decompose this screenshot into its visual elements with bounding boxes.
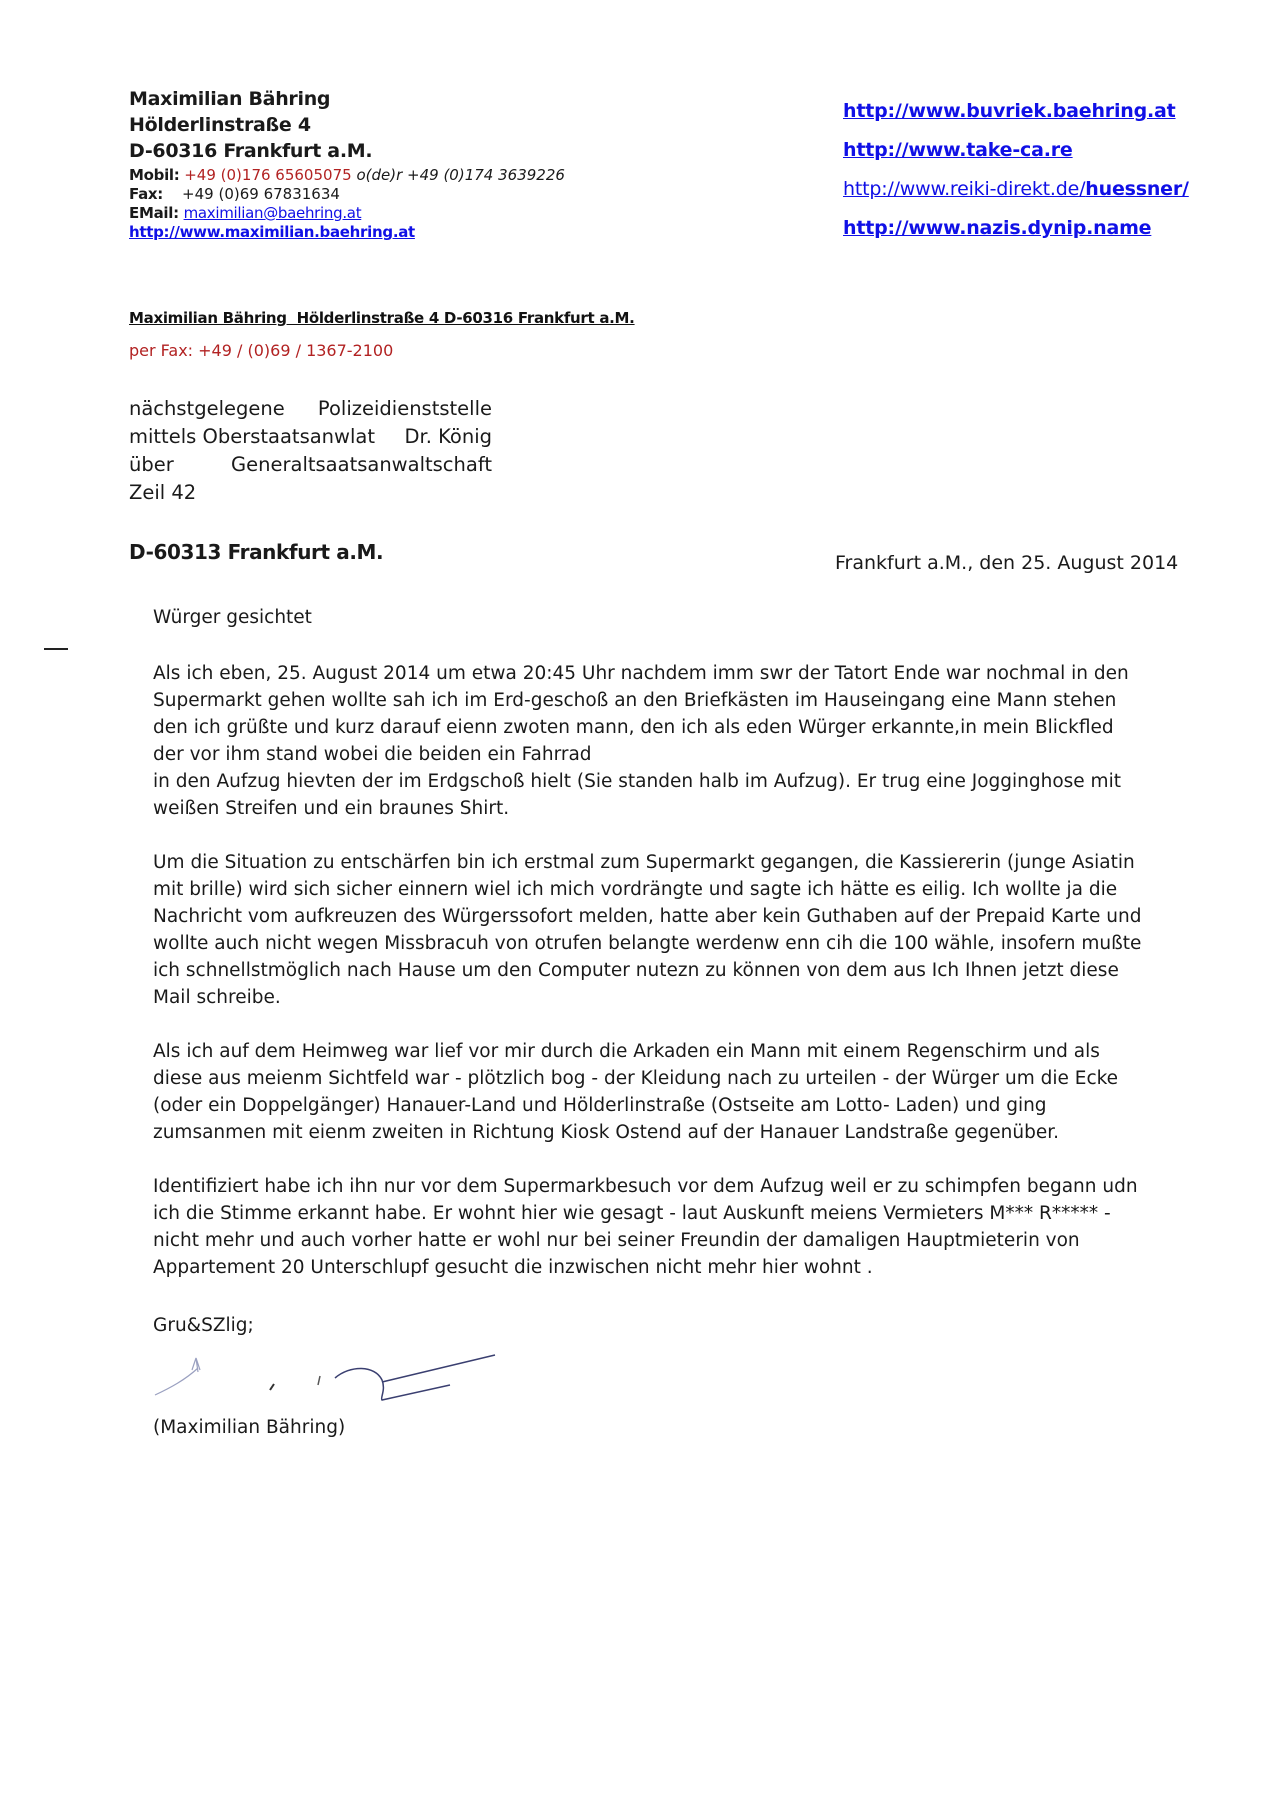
recipient-text: nächstgelegene — [129, 397, 285, 420]
mobile-secondary: +49 (0)174 3639226 — [407, 166, 565, 184]
fax-label: Fax: — [129, 185, 163, 203]
recipient-text: Polizeidienststelle — [317, 397, 492, 420]
email-link[interactable]: maximilian@baehring.at — [183, 204, 362, 222]
link-prefix: http://www. — [843, 217, 967, 239]
recipient-text: mittels Oberstaatsanwlat — [129, 425, 375, 448]
paragraph-4 — [153, 1173, 1142, 1281]
body-line: den ich grüßte und kurz darauf eienn zwoten mann, den ich als eden Würger erkannte,in mein Blickfled — [153, 717, 1114, 738]
per-fax-number: per Fax: +49 / (0)69 / 1367-2100 — [129, 341, 394, 360]
link-domain: take-ca.re — [966, 139, 1073, 161]
link-prefix: http://www.reiki-direkt.de/ — [843, 178, 1086, 200]
link-prefix: http://www. — [843, 100, 967, 122]
email-label: EMail: — [129, 204, 179, 222]
link-reiki-direkt[interactable] — [843, 178, 1189, 217]
body-line: Supermarkt gehen wollte sah ich im Erd-geschoß an den Briefkästen im Hauseingang eine Mann stehen — [153, 690, 1117, 711]
recipient-city: D-60313 Frankfurt a.M. — [129, 540, 384, 564]
fold-mark — [44, 648, 68, 650]
recipient-text: Generaltsaatsanwaltschaft — [231, 453, 492, 476]
recipient-text: über — [129, 453, 174, 476]
closing-greeting: Gru&SZlig; — [153, 1315, 254, 1336]
recipient-line-3 — [129, 451, 492, 479]
body-line: Um die Situation zu entschärfen bin ich erstmal zum Supermarkt gegangen, die Kassiererin (junge Asiatin — [153, 852, 1135, 873]
body-line: Mail schreibe. — [153, 987, 281, 1008]
sender-block — [129, 90, 565, 244]
body-line: ich die Stimme erkannt habe. Er wohnt hier wie gesagt - laut Auskunft meiens Vermieters M*** R***** - — [153, 1203, 1111, 1224]
sender-name: Maximilian Bähring — [129, 88, 331, 110]
body-line: mit brille) wird sich sicher einnern wiel ich mich vordrängte und sagte ich hätte es eilig. Ich wollte ja die — [153, 879, 1118, 900]
mobile-separator: o(de)r — [356, 166, 403, 184]
paragraph-2 — [153, 849, 1142, 1011]
paragraph-1 — [153, 660, 1142, 822]
recipient-block — [129, 395, 492, 507]
body-line: Appartement 20 Unterschlupf gesucht die inzwischen nicht mehr hier wohnt . — [153, 1257, 873, 1278]
link-domain: nazis.dynip.name — [966, 217, 1152, 239]
recipient-line-2 — [129, 423, 492, 451]
body-line: (oder ein Doppelgänger) Hanauer-Land und Hölderlinstraße (Ostseite am Lotto- Laden) und ging — [153, 1095, 1047, 1116]
sender-street: Hölderlinstraße 4 — [129, 114, 311, 136]
mobile-label: Mobil: — [129, 166, 180, 184]
link-domain: buvriek.baehring.at — [966, 100, 1176, 122]
body-line: ich schnellstmöglich nach Hause um den Computer nutezn zu können von dem aus Ich Ihnen jetzt diese — [153, 960, 1119, 981]
return-address: Maximilian Bähring Hölderlinstraße 4 D-60316 Frankfurt a.M. — [129, 309, 635, 327]
link-prefix: http://www. — [843, 139, 967, 161]
signed-name: (Maximilian Bähring) — [153, 1417, 346, 1438]
body-line: weißen Streifen und ein braunes Shirt. — [153, 798, 510, 819]
link-take-care[interactable] — [843, 139, 1189, 178]
letter-date: Frankfurt a.M., den 25. August 2014 — [835, 552, 1179, 574]
paragraph-3 — [153, 1038, 1142, 1146]
link-buvriek[interactable] — [843, 100, 1189, 139]
body-line: diese aus meienm Sichtfeld war - plötzlich bog - der Kleidung nach zu urteilen - der Würger um die Ecke — [153, 1068, 1119, 1089]
recipient-line-1 — [129, 395, 492, 423]
links-list — [843, 100, 1189, 256]
body-line: nicht mehr und auch vorher hatte er wohl nur bei seiner Freundin der damaligen Hauptmieterin von — [153, 1230, 1080, 1251]
body-line: der vor ihm stand wobei die beiden ein Fahrrad — [153, 744, 592, 765]
body-line: Nachricht vom aufkreuzen des Würgerssofort melden, hatte aber kein Guthaben auf der Prepaid Karte und — [153, 906, 1142, 927]
mobile-primary: +49 (0)176 65605075 — [184, 166, 352, 184]
letter-body — [153, 660, 1142, 1308]
body-line: in den Aufzug hievten der im Erdgschoß hielt (Sie standen halb im Aufzug). Er trug eine Jogginghose mit — [153, 771, 1121, 792]
recipient-line-4: Zeil 42 — [129, 481, 197, 504]
body-line: wollte auch nicht wegen Missbracuh von otrufen belangte werdenw enn cih die 100 wähle, insofern mußte — [153, 933, 1142, 954]
letter-subject: Würger gesichtet — [153, 607, 312, 628]
fax-number: +49 (0)69 67831634 — [182, 185, 340, 203]
body-line: Als ich eben, 25. August 2014 um etwa 20:45 Uhr nachdem imm swr der Tatort Ende war nochmal in den — [153, 663, 1129, 684]
website-link[interactable]: http://www.maximilian.baehring.at — [129, 223, 415, 241]
link-nazis-dynip[interactable] — [843, 217, 1189, 256]
body-line: Als ich auf dem Heimweg war lief vor mir durch die Arkaden ein Mann mit einem Regenschirm und als — [153, 1041, 1100, 1062]
recipient-text: Dr. König — [404, 425, 492, 448]
handwritten-signature — [150, 1340, 500, 1410]
body-line: Identifiziert habe ich ihn nur vor dem Supermarkbesuch vor dem Aufzug weil er zu schimpfen begann udn — [153, 1176, 1138, 1197]
body-line: zumsanmen mit eienm zweiten in Richtung Kiosk Ostend auf der Hanauer Landstraße gegenüber. — [153, 1122, 1060, 1143]
sender-website-line — [129, 225, 565, 244]
link-domain: huessner/ — [1085, 178, 1189, 200]
sender-city: D-60316 Frankfurt a.M. — [129, 140, 373, 162]
